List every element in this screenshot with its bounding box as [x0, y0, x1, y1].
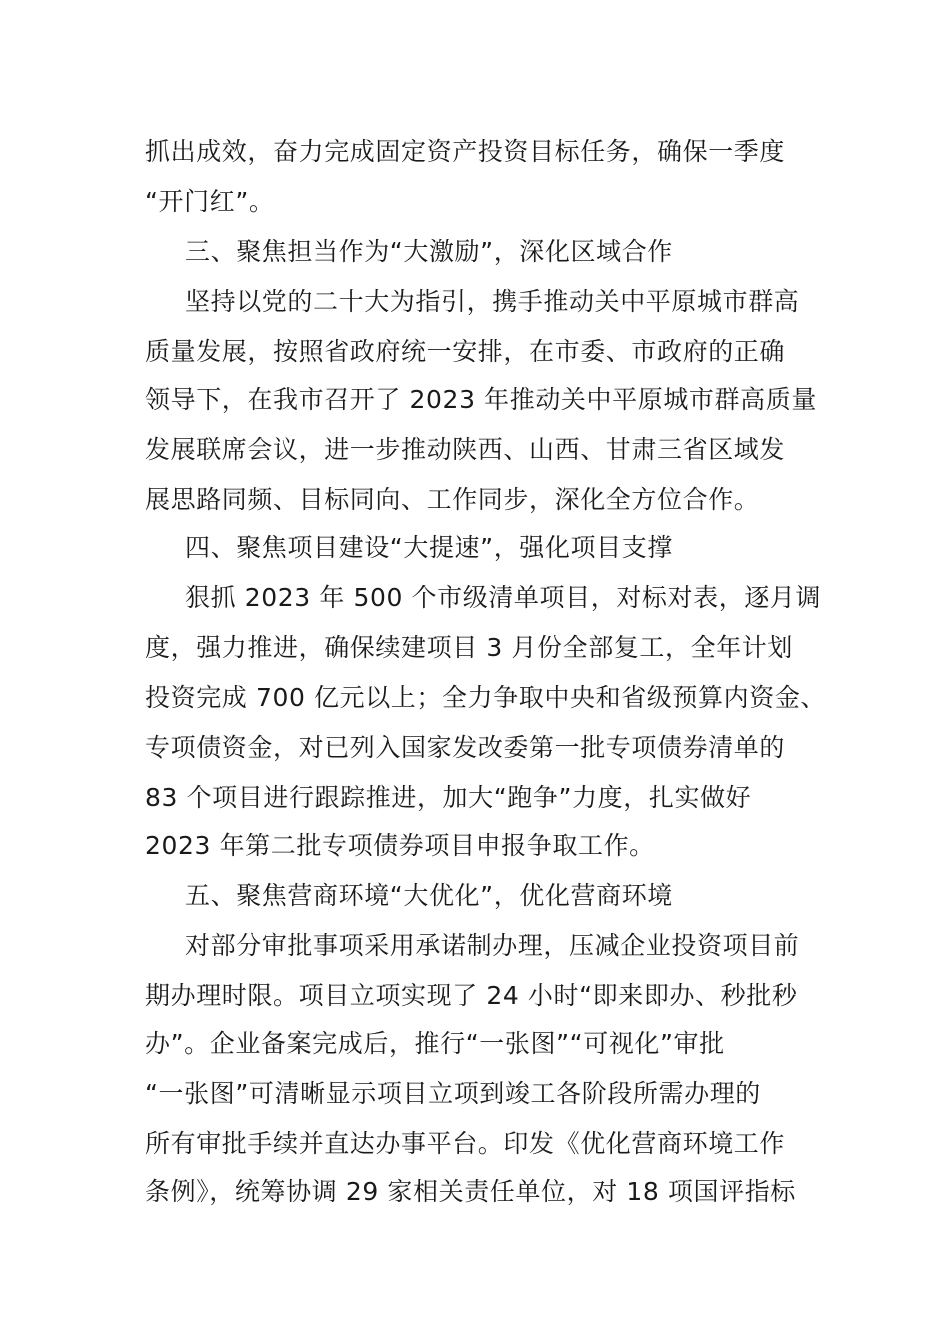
text-line: “一张图”可清晰显示项目立项到竣工各阶段所需办理的: [145, 1079, 761, 1108]
text-line: 抓出成效，奋力完成固定资产投资目标任务，确保一季度: [145, 137, 786, 166]
section-heading: 三、聚焦担当作为“大激励”，深化区域合作: [185, 237, 673, 266]
text-line: 所有审批手续并直达办事平台。印发《优化营商环境工作: [145, 1129, 786, 1158]
text-line: 狠抓 2023 年 500 个市级清单项目，对标对表，逐月调: [185, 583, 822, 612]
text-line: 发展联席会议，进一步推动陕西、山西、甘肃三省区域发: [145, 435, 786, 464]
text-line: 度，强力推进，确保续建项目 3 月份全部复工，全年计划: [145, 633, 794, 662]
text-line: 对部分审批事项采用承诺制办理，压减企业投资项目前: [185, 931, 800, 960]
text-line: 专项债资金，对已列入国家发改委第一批专项债券清单的: [145, 733, 786, 762]
text-line: 2023 年第二批专项债券项目申报争取工作。: [145, 831, 655, 860]
section-heading: 五、聚焦营商环境“大优化”，优化营商环境: [185, 881, 673, 910]
text-line: “开门红”。: [145, 187, 275, 216]
text-line: 领导下，在我市召开了 2023 年推动关中平原城市群高质量: [145, 385, 817, 414]
text-line: 投资完成 700 亿元以上；全力争取中央和省级预算内资金、: [145, 683, 827, 712]
text-line: 条例》，统筹协调 29 家相关责任单位，对 18 项国评指标: [145, 1177, 796, 1206]
text-line: 质量发展，按照省政府统一安排，在市委、市政府的正确: [145, 337, 786, 366]
text-line: 坚持以党的二十大为指引，携手推动关中平原城市群高: [185, 287, 800, 316]
section-heading: 四、聚焦项目建设“大提速”，强化项目支撑: [185, 533, 673, 562]
text-line: 办”。企业备案完成后，推行“一张图”“可视化”审批: [145, 1029, 725, 1058]
text-line: 展思路同频、目标同向、工作同步，深化全方位合作。: [145, 485, 760, 514]
text-line: 期办理时限。项目立项实现了 24 小时“即来即办、秒批秒: [145, 981, 798, 1010]
text-line: 83 个项目进行跟踪推进，加大“跑争”力度，扎实做好: [145, 783, 752, 812]
